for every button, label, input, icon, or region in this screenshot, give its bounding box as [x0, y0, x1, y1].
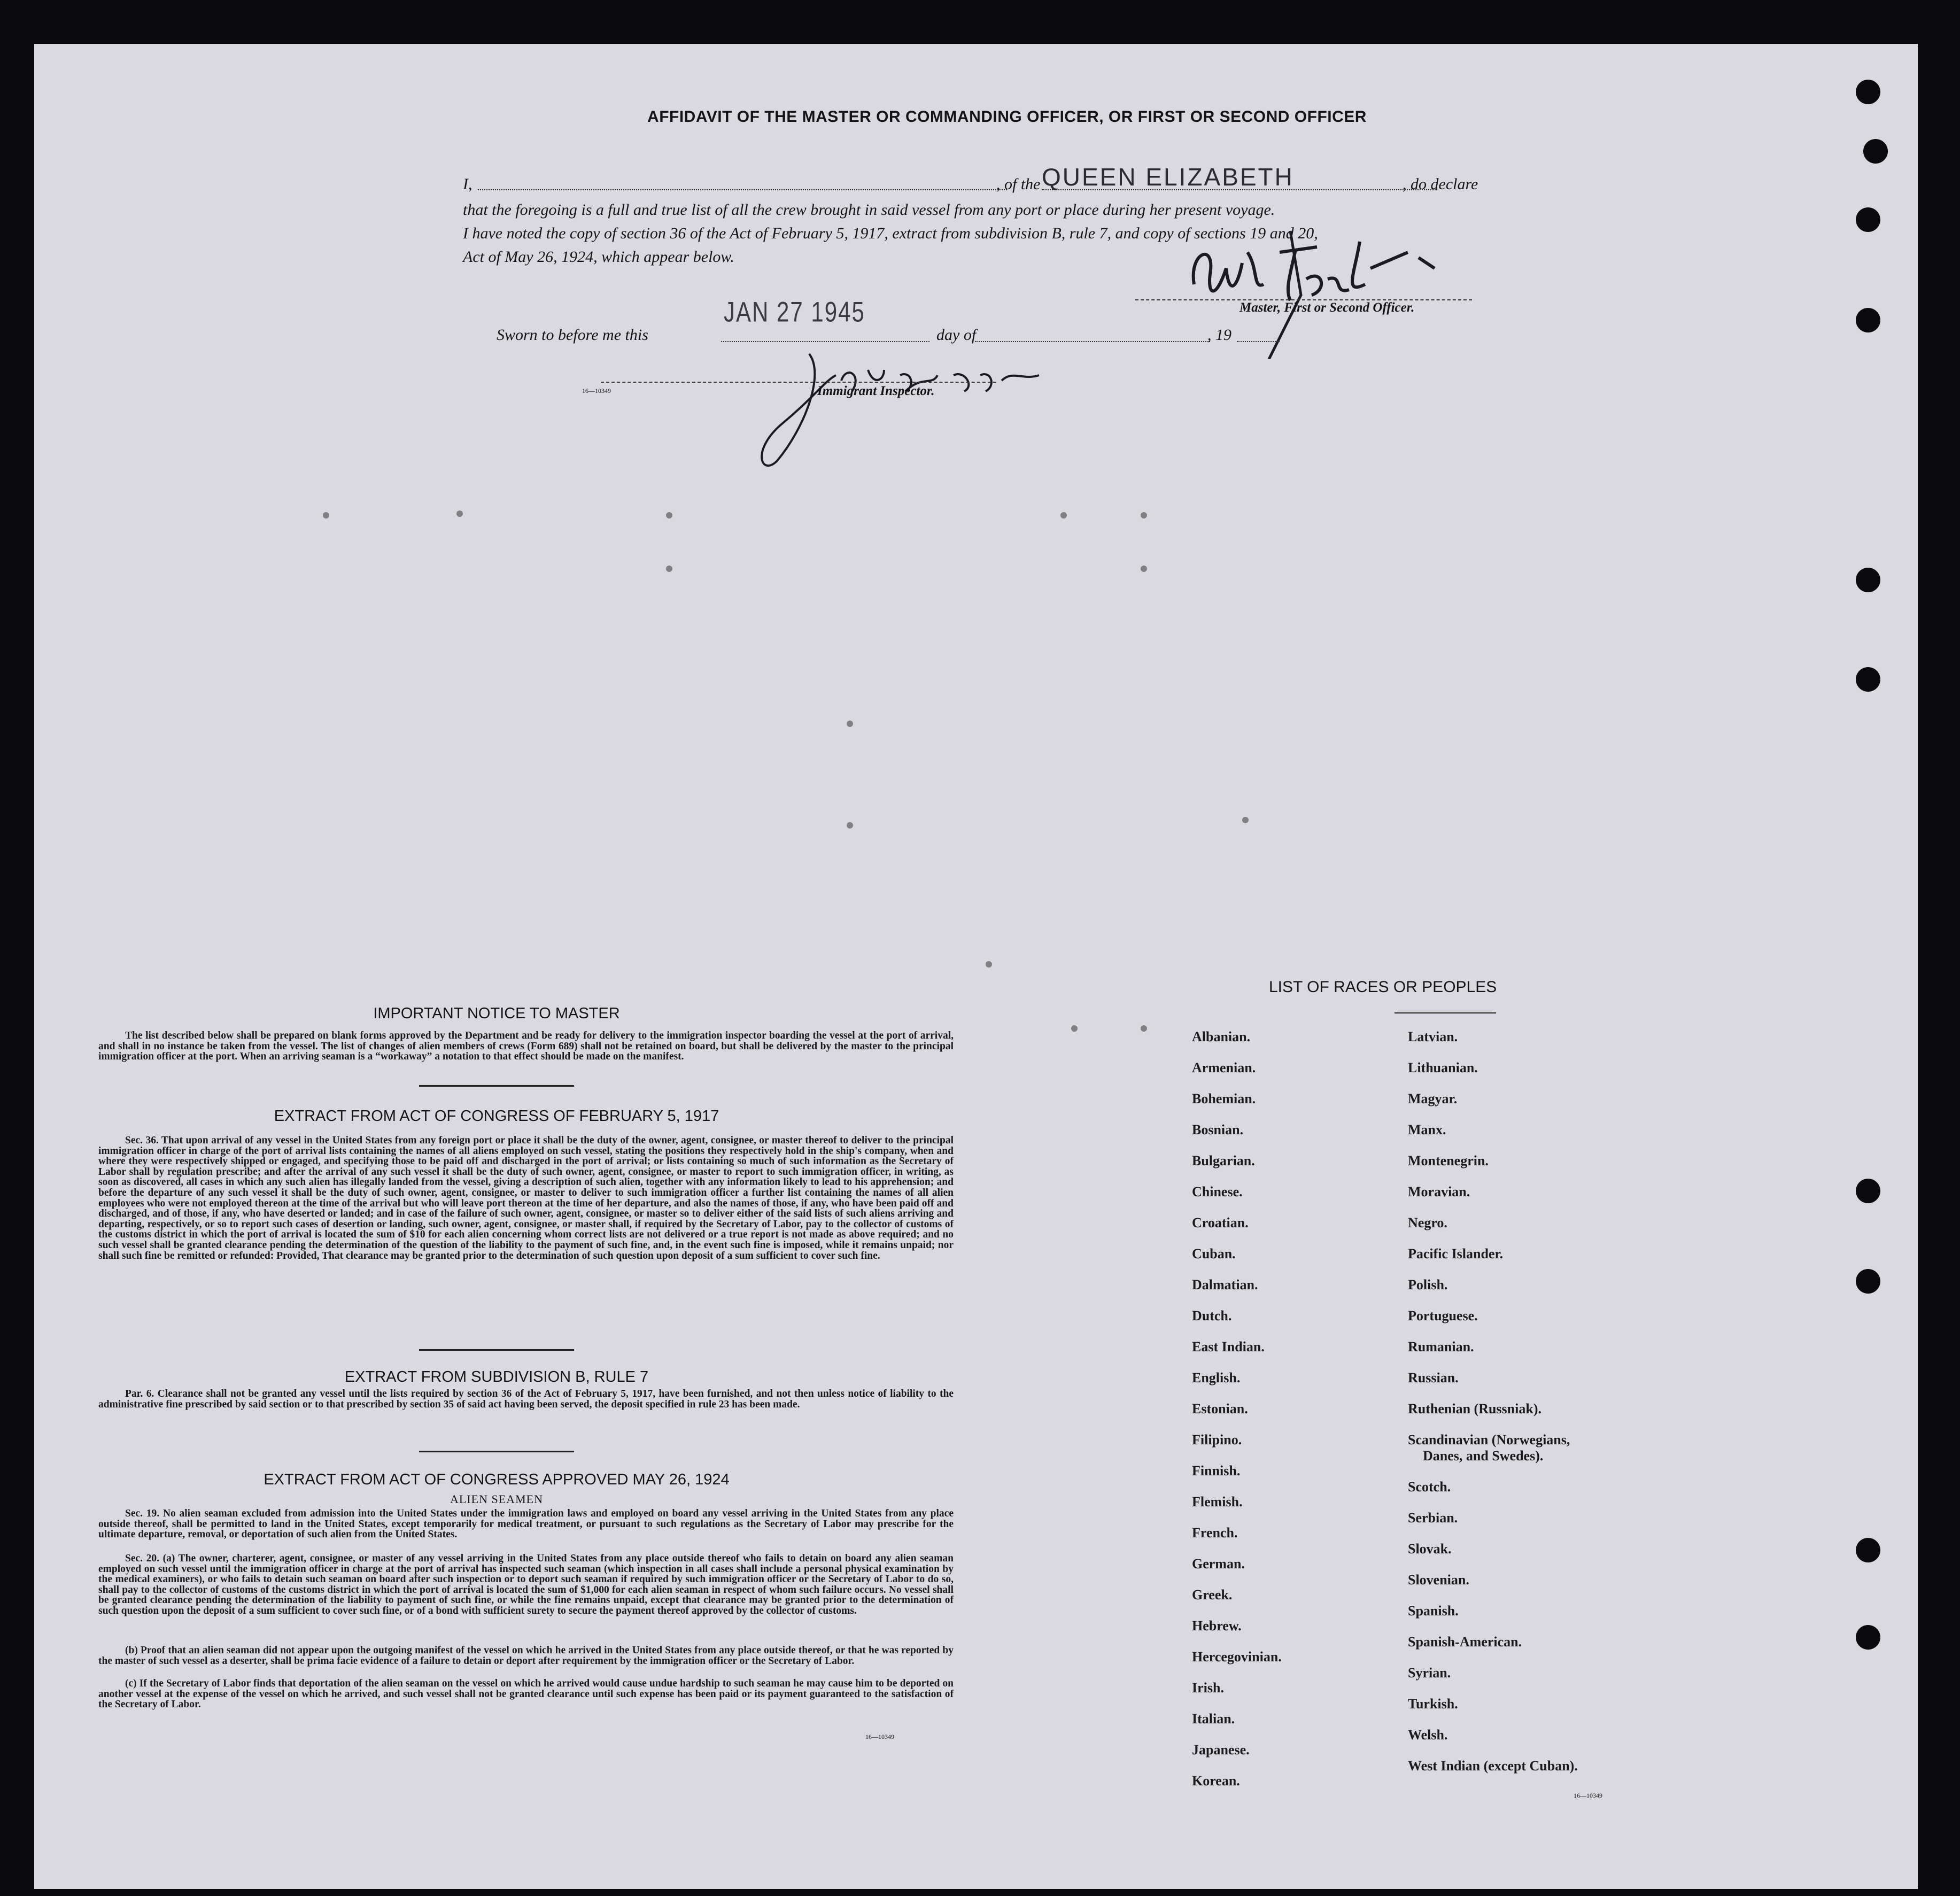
race-item: East Indian. — [1192, 1339, 1265, 1355]
race-item: Montenegrin. — [1408, 1153, 1489, 1168]
sworn-label: Sworn to before me this — [497, 326, 648, 344]
binder-hole — [1856, 207, 1880, 232]
race-item: Lithuanian. — [1408, 1060, 1478, 1075]
scan-speck — [1071, 1025, 1078, 1032]
race-item: French. — [1192, 1525, 1238, 1541]
race-item: Rumanian. — [1408, 1339, 1474, 1355]
race-item: Bohemian. — [1192, 1091, 1256, 1106]
i-label: I, — [463, 175, 472, 193]
race-item: Spanish. — [1408, 1603, 1459, 1619]
race-item: Italian. — [1192, 1711, 1235, 1727]
affidavit-line-3: I have noted the copy of section 36 of the Act of February 5, 1917, extract from subdivision B, rule 7, and copy of sections 19 and 20, — [463, 225, 1318, 242]
inspector-signature — [750, 343, 1050, 482]
document-page — [34, 44, 1918, 1889]
inspector-caption: Immigrant Inspector. — [817, 384, 935, 398]
binder-hole — [1856, 568, 1880, 592]
scan-speck — [986, 961, 992, 968]
notice-title: IMPORTANT NOTICE TO MASTER — [373, 1005, 620, 1022]
sec-19-body: Sec. 19. No alien seaman excluded from admission into the United States under the immigration laws and employed on board any vessel arriving in the United States from any place outside thereof, shall be permitted to land in the United States, except temporarily for medical treatment, or pursuant to such regulations as the Secretary of Labor may prescribe for the ultimate departure, removal, or deportation of such alien from the United States. — [98, 1508, 954, 1541]
races-divider — [1395, 1012, 1496, 1013]
of-the-label: , of the — [996, 175, 1041, 193]
scan-speck — [847, 721, 853, 727]
race-item: Korean. — [1192, 1773, 1240, 1789]
race-item: Polish. — [1408, 1277, 1448, 1293]
race-item: Greek. — [1192, 1587, 1233, 1603]
sworn-day-line — [721, 341, 929, 342]
scan-speck — [1141, 566, 1147, 572]
binder-hole — [1856, 1625, 1880, 1650]
extract-form-number: 16—10349 — [865, 1733, 894, 1740]
race-item: Negro. — [1408, 1215, 1447, 1231]
sec-20c-body: (c) If the Secretary of Labor finds that deportation of the alien seaman on the vessel on which he arrived would cause undue hardship to such seaman he may cause him to be deported on another vessel at the expense of the vessel on which he arrived, and such vessel shall not be granted clearance until such expense has been paid or its payment guaranteed to the satisfaction of the Secretary of Labor. — [98, 1678, 954, 1711]
scan-speck — [1141, 512, 1147, 519]
race-item: Hebrew. — [1192, 1618, 1242, 1634]
extract-rule7-title: EXTRACT FROM SUBDIVISION B, RULE 7 — [344, 1368, 649, 1386]
binder-hole — [1863, 139, 1888, 164]
extract-1917-body: Sec. 36. That upon arrival of any vessel in the United States from any foreign port or place it shall be the duty of the owner, agent, consignee, or master thereof to deliver to the principal immigration officer in charge of the port of arrival lists containing the names of all aliens employed on such vessel, stating the positions they respectively hold in the ship's company, when and where they were respectively shipped or engaged, and specifying those to be paid off and discharged in the port of arrival; or lists containing so much of such information as the Secretary of Labor shall by regulation prescribe; and after the arrival of any such vessel it shall be the duty of such owner, agent, consignee, or master to report to such immigration officer, in writing, as soon as discovered, all cases in which any such alien has illegally landed from the vessel, giving a description of such alien, together with any information likely to lead to his apprehension; and before the departure of any such vessel it shall be the duty of such owner, agent, consignee, or master to deliver to such immigration officer a further list containing the names of all alien employees who were not employed thereon at the time of the arrival but who will leave port thereon at the time of her departure, and also the names of those, if any, who have been paid off and discharged, and of those, if any, who have deserted or landed; and in case of the failure of such owner, agent, consignee, or master so to deliver either of the said lists of such aliens arriving and departing, respectively, or so to report such cases of desertion or landing, such owner, agent, consignee, or master shall, if required by the Secretary of Labor, pay to the collector of customs of the customs district in which the port of arrival is located the sum of $10 for each alien concerning whom correct lists are not delivered or a true report is not made as above required; and no such vessel shall be granted clearance pending the determination of the question of the liability to the payment of such fine, and, in the event such fine is imposed, while it remains unpaid; nor shall such fine be remitted or refunded: Provided, That clearance may be granted prior to the determination of such question upon deposit of a sum sufficient to cover such fine. — [98, 1135, 954, 1262]
date-stamp: JAN 27 1945 — [724, 296, 865, 328]
race-item: Dalmatian. — [1192, 1277, 1258, 1293]
declare-label: , do declare — [1403, 175, 1478, 193]
binder-hole — [1856, 667, 1880, 692]
race-item: Dutch. — [1192, 1308, 1232, 1324]
sec-20a-body: Sec. 20. (a) The owner, charterer, agent, consignee, or master of any vessel arriving in the United States from any place outside thereof who fails to detain on board any alien seaman employed on such vessel until the immigration officer in charge at the port of arrival has inspected such seaman (which inspection in all cases shall include a personal physical examination by the medical examiners), or who fails to detain such seaman on board after such inspection or to deport such seaman if required by such immigration officer or the Secretary of Labor to do so, shall pay to the collector of customs of the customs district in which the port of arrival is located the sum of $1,000 for each alien seaman in respect of whom such failure occurs. No vessel shall be granted clearance pending the determination of the liability to payment of such fine, or while the fine remains unpaid, except that clearance may be granted prior to the determination of such question upon the deposit of a sum sufficient to cover such fine, or of a bond with sufficient surety to secure the payment thereof approved by the collector of customs. — [98, 1553, 954, 1616]
year-line — [1237, 341, 1280, 342]
race-item: Armenian. — [1192, 1060, 1256, 1075]
race-item: Chinese. — [1192, 1184, 1243, 1199]
race-item: Spanish-American. — [1408, 1634, 1522, 1650]
binder-hole — [1856, 1179, 1880, 1203]
year-prefix: , 19 — [1207, 326, 1231, 344]
race-item: Magyar. — [1408, 1091, 1458, 1106]
scan-speck — [1060, 512, 1067, 519]
race-item: Bulgarian. — [1192, 1153, 1255, 1168]
race-item: Albanian. — [1192, 1029, 1251, 1044]
scan-speck — [1141, 1025, 1147, 1032]
affidavit-line-2: that the foregoing is a full and true list of all the crew brought in said vessel from any port or place during her present voyage. — [463, 201, 1275, 219]
affidavit-line-4: Act of May 26, 1924, which appear below. — [463, 248, 734, 266]
scan-speck — [323, 512, 329, 519]
extract-1924-subtitle: ALIEN SEAMEN — [450, 1492, 543, 1506]
race-item: Pacific Islander. — [1408, 1246, 1504, 1262]
race-item: Moravian. — [1408, 1184, 1470, 1199]
race-item: Filipino. — [1192, 1432, 1242, 1448]
race-item: Croatian. — [1192, 1215, 1249, 1231]
divider — [419, 1349, 574, 1351]
race-item: Scandinavian (Norwegians, — [1408, 1432, 1570, 1448]
divider — [419, 1451, 574, 1452]
race-item: Syrian. — [1408, 1665, 1451, 1681]
race-item: Slovak. — [1408, 1541, 1452, 1557]
race-item: Turkish. — [1408, 1696, 1458, 1712]
inspector-line — [601, 382, 996, 383]
race-item: West Indian (except Cuban). — [1408, 1758, 1578, 1774]
scan-speck — [456, 510, 463, 517]
race-item: Latvian. — [1408, 1029, 1458, 1044]
race-item: Slovenian. — [1408, 1572, 1469, 1588]
race-item: Finnish. — [1192, 1463, 1241, 1479]
extract-1917-title: EXTRACT FROM ACT OF CONGRESS OF FEBRUARY 5, 1917 — [274, 1108, 719, 1125]
name-line — [478, 189, 1007, 190]
race-item: Manx. — [1408, 1122, 1446, 1137]
race-item: Irish. — [1192, 1680, 1224, 1696]
vessel-name: QUEEN ELIZABETH — [1042, 163, 1294, 191]
race-item: Bosnian. — [1192, 1122, 1244, 1137]
race-item: Estonian. — [1192, 1401, 1248, 1417]
scan-speck — [847, 822, 853, 829]
affidavit-title: AFFIDAVIT OF THE MASTER OR COMMANDING OFFICER, OR FIRST OR SECOND OFFICER — [647, 108, 1367, 126]
divider — [419, 1085, 574, 1087]
race-item: Ruthenian (Russniak). — [1408, 1401, 1541, 1417]
extract-1924-title: EXTRACT FROM ACT OF CONGRESS APPROVED MAY 26, 1924 — [264, 1471, 730, 1488]
vessel-line — [1042, 189, 1437, 190]
race-item: Japanese. — [1192, 1742, 1250, 1758]
scan-speck — [666, 566, 672, 572]
binder-hole — [1856, 80, 1880, 104]
races-title: LIST OF RACES OR PEOPLES — [1269, 978, 1497, 996]
binder-hole — [1856, 308, 1880, 332]
race-item: Cuban. — [1192, 1246, 1236, 1262]
race-item: Welsh. — [1408, 1727, 1448, 1743]
race-item: Portuguese. — [1408, 1308, 1478, 1324]
scan-speck — [666, 512, 672, 519]
month-line — [975, 341, 1210, 342]
binder-hole — [1856, 1538, 1880, 1562]
race-item: Hercegovinian. — [1192, 1649, 1282, 1665]
sec-20b-body: (b) Proof that an alien seaman did not appear upon the outgoing manifest of the vessel on which he arrived in the United States from any place outside thereof, or that he was reported by the master of such vessel as a deserter, shall be prima facie evidence of a failure to detain or deport after requirement by the immigration officer or the Secretary of Labor. — [98, 1645, 954, 1667]
race-item: Danes, and Swedes). — [1423, 1448, 1544, 1464]
race-item: Scotch. — [1408, 1479, 1451, 1495]
extract-rule7-body: Par. 6. Clearance shall not be granted any vessel until the lists required by section 36 of the Act of February 5, 1917, have been furnished, and not then unless notice of liability to the administrative fine prescribed by said section or to that prescribed by section 35 of said act having been served, the deposit specified in rule 23 has been made. — [98, 1388, 954, 1410]
race-item: English. — [1192, 1370, 1241, 1386]
race-item: Serbian. — [1408, 1510, 1458, 1526]
races-form-number: 16—10349 — [1574, 1792, 1602, 1799]
race-item: Flemish. — [1192, 1494, 1243, 1510]
race-item: German. — [1192, 1556, 1245, 1572]
affidavit-form-number: 16—10349 — [582, 387, 611, 394]
day-of-label: day of — [936, 326, 977, 344]
race-item: Russian. — [1408, 1370, 1459, 1386]
scan-speck — [1242, 817, 1249, 823]
master-caption: Master, First or Second Officer. — [1239, 300, 1415, 315]
notice-body: The list described below shall be prepared on blank forms approved by the Department and be ready for delivery to the immigration inspector boarding the vessel at the port of arrival, and shall in no instance be taken from the vessel. The list of changes of alien members of crews (Form 689) shall not be retained on board, but shall be delivered by the master to the principal immigration officer at the port. When an arriving seaman is a “workaway” a notation to that effect should be made on the manifest. — [98, 1030, 954, 1063]
binder-hole — [1856, 1269, 1880, 1294]
